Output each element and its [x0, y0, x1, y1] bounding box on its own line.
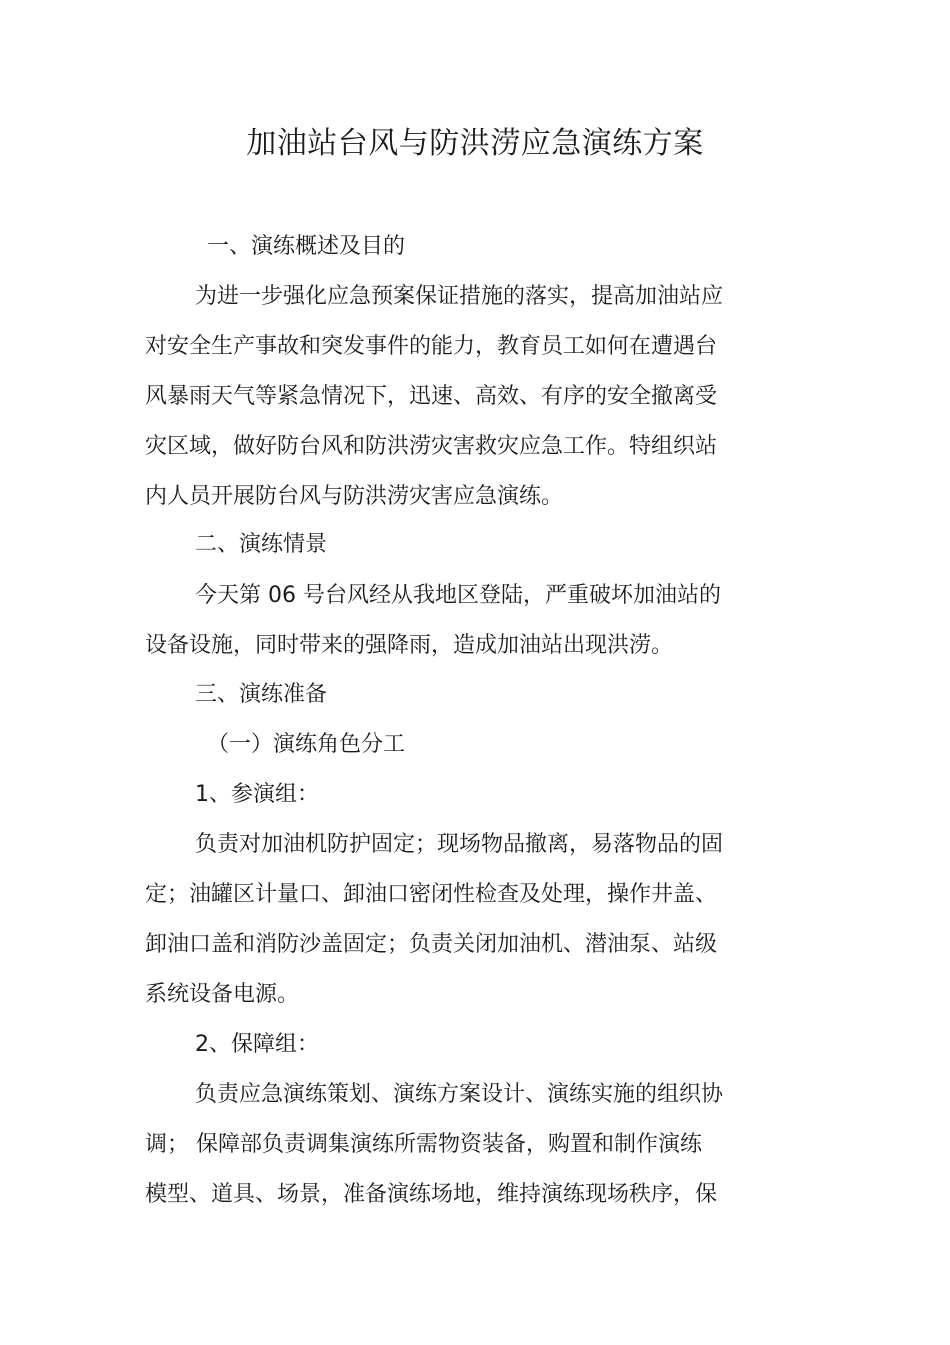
paragraph-line: 定；油罐区计量口、卸油口密闭性检查及处理，操作井盖、 — [145, 882, 718, 907]
item-heading: 1、参演组： — [195, 782, 319, 807]
paragraph-line: 模型、道具、场景，准备演练场地，维持演练现场秩序，保 — [145, 1182, 718, 1207]
paragraph-line: 负责应急演练策划、演练方案设计、演练实施的组织协 — [195, 1082, 724, 1107]
section-heading-3: 三、演练准备 — [195, 682, 328, 707]
paragraph-line: 系统设备电源。 — [145, 982, 300, 1007]
paragraph-line: 今天第 06 号台风经从我地区登陆，严重破坏加油站的 — [195, 583, 721, 608]
paragraph-line: 设备设施，同时带来的强降雨，造成加油站出现洪涝。 — [145, 633, 674, 658]
paragraph-line: 对安全生产事故和突发事件的能力，教育员工如何在遭遇台 — [145, 334, 718, 359]
document-title: 加油站台风与防洪涝应急演练方案 — [246, 126, 704, 161]
paragraph-line: 负责对加油机防护固定；现场物品撤离，易落物品的固 — [195, 832, 724, 857]
item-heading: 2、保障组： — [195, 1032, 319, 1057]
paragraph-line: 风暴雨天气等紧急情况下，迅速、高效、有序的安全撤离受 — [145, 384, 718, 409]
section-heading-1: 一、演练概述及目的 — [207, 234, 406, 259]
paragraph-line: 调； 保障部负责调集演练所需物资装备，购置和制作演练 — [145, 1132, 702, 1157]
section-heading-2: 二、演练情景 — [195, 532, 328, 557]
paragraph-line: 内人员开展防台风与防洪涝灾害应急演练。 — [145, 484, 564, 509]
paragraph-line: 卸油口盖和消防沙盖固定；负责关闭加油机、潜油泵、站级 — [145, 932, 718, 957]
paragraph-line: 为进一步强化应急预案保证措施的落实，提高加油站应 — [195, 284, 724, 309]
paragraph-line: 灾区域，做好防台风和防洪涝灾害救灾应急工作。特组织站 — [145, 434, 718, 459]
subsection-heading: （一）演练角色分工 — [207, 732, 406, 757]
